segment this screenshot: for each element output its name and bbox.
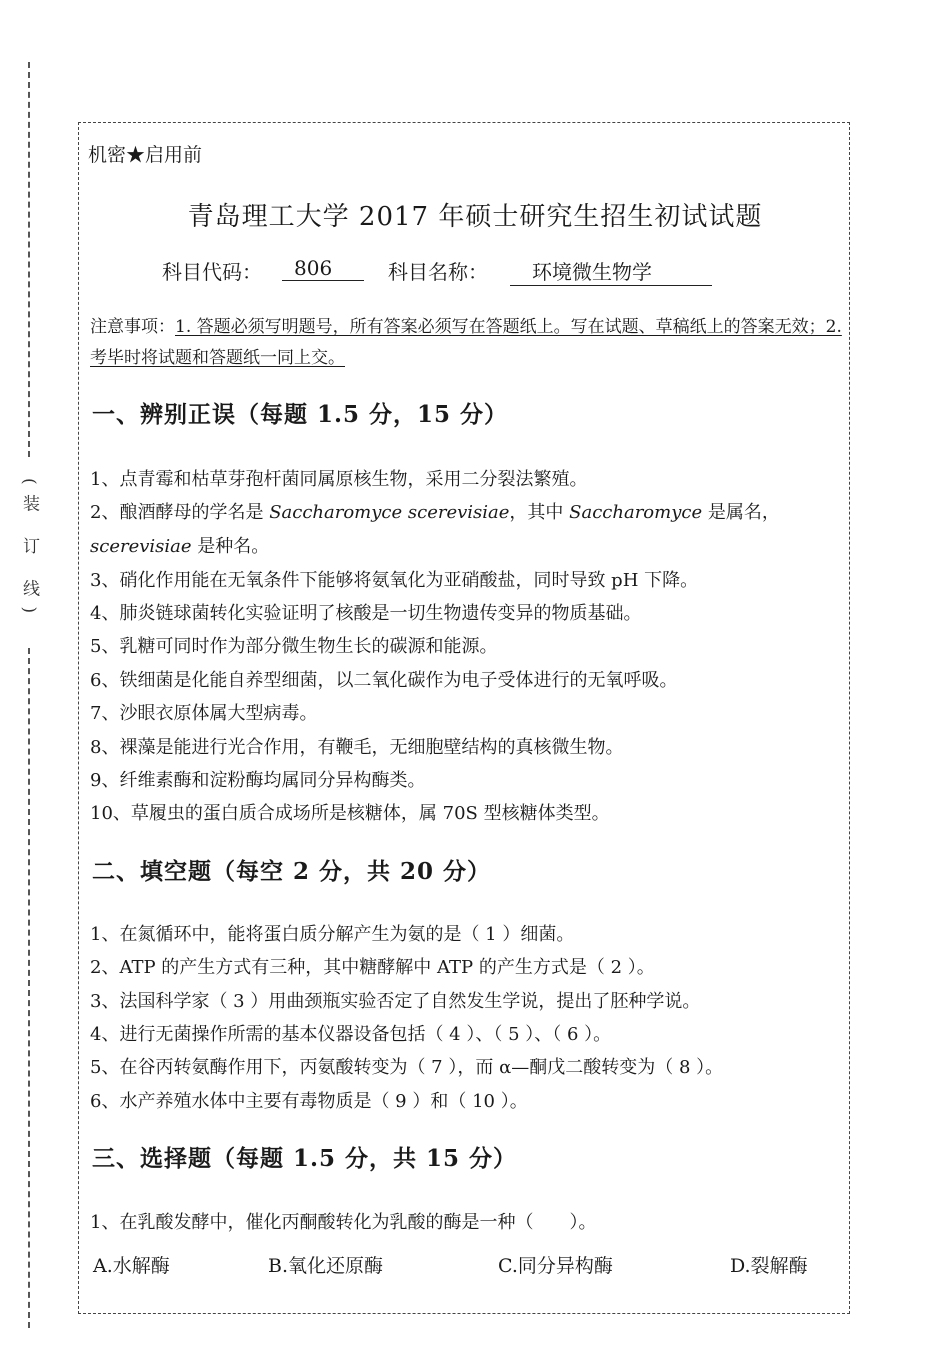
- exam-title: 青岛理工大学 2017 年硕士研究生招生初试试题: [187, 202, 763, 232]
- section-1-title: 一、辨别正误（每题 1.5 分，15 分）: [92, 401, 509, 428]
- s3-q1-option-b: B.氧化还原酶: [268, 1255, 384, 1277]
- s1-question-2-cont: [90, 532, 269, 558]
- s1-q2-genus: Saccharomyce: [569, 502, 703, 523]
- s1-q2-part: 是种名。: [191, 536, 270, 557]
- s1-question-2: [90, 498, 780, 524]
- s1-question-4: 4、肺炎链球菌转化实验证明了核酸是一切生物遗传变异的物质基础。: [90, 603, 642, 624]
- confidential-mark: 机密★启用前: [88, 144, 203, 166]
- section-2-title: 二、填空题（每空 2 分，共 20 分）: [92, 858, 492, 885]
- section-3-title: 三、选择题（每题 1.5 分，共 15 分）: [92, 1145, 518, 1172]
- binding-dashed-line-bottom: [28, 648, 30, 1328]
- s1-q2-epithet: scerevisiae: [90, 536, 192, 557]
- s1-question-9: 9、纤维素酶和淀粉酶均属同分异构酶类。: [90, 770, 426, 791]
- s1-question-8: 8、裸藻是能进行光合作用，有鞭毛，无细胞壁结构的真核微生物。: [90, 737, 624, 758]
- s2-question-1: 1、在氮循环中，能将蛋白质分解产生为氨的是（ 1 ）细菌。: [90, 924, 575, 945]
- binding-dashed-line-top: [28, 62, 30, 457]
- s1-q2-part: 2、酿酒酵母的学名是: [90, 502, 270, 523]
- subject-name-value: 环境微生物学: [510, 256, 712, 286]
- binding-line-label: (装 订 线): [19, 478, 39, 624]
- s2-question-3: 3、法国科学家（ 3 ）用曲颈瓶实验否定了自然发生学说，提出了胚种学说。: [90, 991, 701, 1012]
- subject-name-label: 科目名称：: [388, 260, 488, 284]
- s3-q1-option-c: C.同分异构酶: [498, 1255, 613, 1277]
- s1-question-6: 6、铁细菌是化能自养型细菌，以二氧化碳作为电子受体进行的无氧呼吸。: [90, 670, 678, 691]
- s1-q2-part: ，其中: [509, 502, 570, 523]
- subject-code-label: 科目代码：: [162, 260, 262, 284]
- s1-question-3: 3、硝化作用能在无氧条件下能够将氨氧化为亚硝酸盐，同时导致 pH 下降。: [90, 570, 699, 591]
- s1-q2-species: Saccharomyce scerevisiae: [269, 502, 510, 523]
- s2-question-6: 6、水产养殖水体中主要有毒物质是（ 9 ）和（ 10 ）。: [90, 1091, 528, 1112]
- s3-question-1: 1、在乳酸发酵中，催化丙酮酸转化为乳酸的酶是一种（ ）。: [90, 1212, 597, 1233]
- notice-text: 1. 答题必须写明题号，所有答案必须写在答题纸上。写在试题、草稿纸上的答案无效；2. 考毕时将试题和答题纸一同上交。: [90, 317, 842, 368]
- s1-question-7: 7、沙眼衣原体属大型病毒。: [90, 703, 318, 724]
- s2-question-4: 4、进行无菌操作所需的基本仪器设备包括（ 4 ）、（ 5 ）、（ 6 ）。: [90, 1024, 612, 1045]
- s1-question-10: 10、草履虫的蛋白质合成场所是核糖体，属 70S 型核糖体类型。: [90, 803, 610, 824]
- s3-q1-option-a: A.水解酶: [93, 1255, 170, 1277]
- s1-question-1: 1、点青霉和枯草芽孢杆菌同属原核生物，采用二分裂法繁殖。: [90, 469, 588, 490]
- notice-prefix: 注意事项：: [90, 317, 175, 337]
- exam-notice: [90, 312, 842, 374]
- subject-code-value: 806: [282, 256, 364, 281]
- s3-q1-option-d: D.裂解酶: [730, 1255, 808, 1277]
- s1-question-5: 5、乳糖可同时作为部分微生物生长的碳源和能源。: [90, 636, 498, 657]
- s1-q2-part: 是属名，: [702, 502, 780, 523]
- s2-question-2: 2、ATP 的产生方式有三种，其中糖酵解中 ATP 的产生方式是（ 2 ）。: [90, 957, 655, 978]
- s2-question-5: 5、在谷丙转氨酶作用下，丙氨酸转变为（ 7 ），而 α—酮戊二酸转变为（ 8 ）。: [90, 1057, 724, 1078]
